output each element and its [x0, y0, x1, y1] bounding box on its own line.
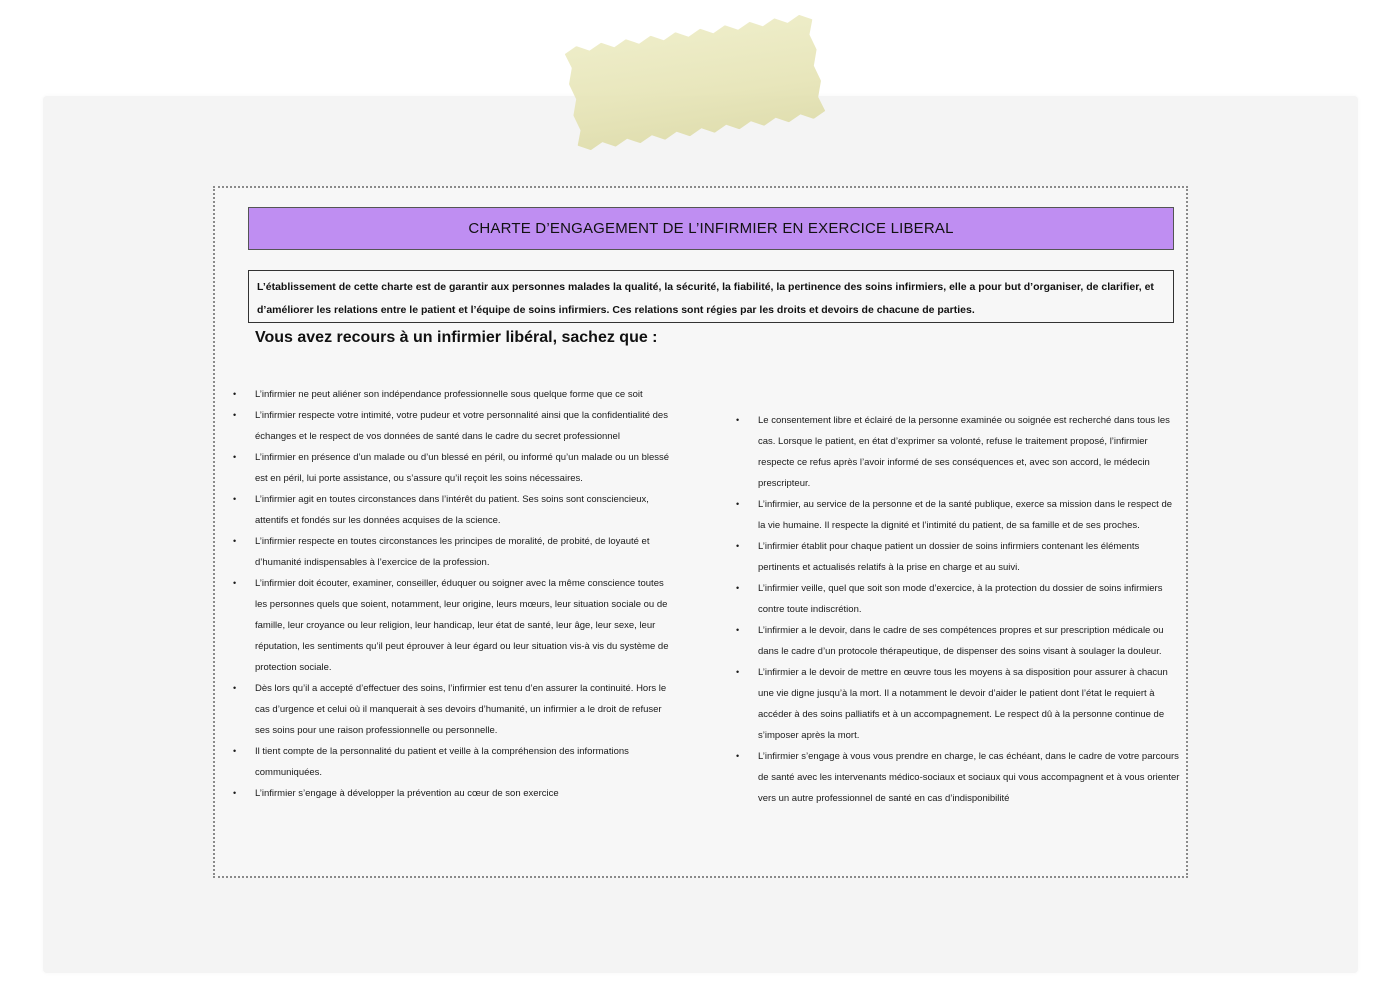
- list-item-text: Dès lors qu’il a accepté d’effectuer des soins, l’infirmier est tenu d’en assurer la continuité. Hors le cas d’urgence et celui où il manquerait à ses devoirs d’humanité, un infirmier a le droit de refuser ses soins pour une raison professionnelle ou personnelle.: [255, 683, 667, 736]
- bullet-icon: •: [233, 578, 237, 588]
- list-item-text: Il tient compte de la personnalité du patient et veille à la compréhension des informations communiquées.: [255, 746, 629, 778]
- bullet-icon: •: [736, 583, 740, 593]
- list-item-text: L’infirmier s’engage à vous vous prendre en charge, le cas échéant, dans le cadre de votre parcours de santé avec les intervenants médico-sociaux et sociaux qui vous accompagnent et à vous orienter vers un autre professionnel de santé en cas d’indisponibilité: [758, 751, 1180, 804]
- list-item-text: L’infirmier agit en toutes circonstances dans l’intérêt du patient. Ses soins sont consciencieux, attentifs et fondés sur les données acquises de la science.: [255, 494, 649, 526]
- bullet-icon: •: [233, 788, 237, 798]
- intro-paragraph: L’établissement de cette charte est de garantir aux personnes malades la qualité, la sécurité, la fiabilité, la pertinence des soins infirmiers, elle a pour but d’organiser, de clarifier, et d’améliorer les relations entre le patient et l’équipe de soins infirmiers. Ces relations sont régies par les droits et devoirs de chacune de parties.: [248, 270, 1174, 323]
- list-item-text: L’infirmier établit pour chaque patient un dossier de soins infirmiers contenant les éléments pertinents et actualisés relatifs à la prise en charge et au suivi.: [758, 541, 1140, 573]
- section-heading: Vous avez recours à un infirmier libéral, sachez que :: [255, 329, 658, 346]
- list-item-text: L’infirmier respecte en toutes circonstances les principes de moralité, de probité, de loyauté et d’humanité indispensables à l’exercice de la profession.: [255, 536, 650, 568]
- list-item-text: L’infirmier respecte votre intimité, votre pudeur et votre personnalité ainsi que la confidentialité des échanges et le respect de vos données de santé dans le cadre du secret professionnel: [255, 410, 668, 442]
- left-bullet-list: [233, 384, 673, 804]
- list-item: [233, 489, 673, 531]
- bullet-icon: •: [736, 625, 740, 635]
- bullet-icon: •: [736, 667, 740, 677]
- list-item: [736, 536, 1181, 578]
- bullet-icon: •: [233, 389, 237, 399]
- list-item: [736, 494, 1181, 536]
- list-item-text: Le consentement libre et éclairé de la personne examinée ou soignée est recherché dans tous les cas. Lorsque le patient, en état d’exprimer sa volonté, refuse le traitement proposé, l’infirmier respecte ce refus après l’avoir informé de ses conséquences et, avec son accord, le médecin prescripteur.: [758, 415, 1170, 489]
- list-item-text: L’infirmier, au service de la personne et de la santé publique, exerce sa mission dans le respect de la vie humaine. Il respecte la dignité et l’intimité du patient, de sa famille et de ses proches.: [758, 499, 1173, 531]
- list-item: [736, 746, 1181, 809]
- list-item: [736, 662, 1181, 746]
- list-item: [233, 447, 673, 489]
- bullet-icon: •: [233, 683, 237, 693]
- list-item: [233, 384, 673, 405]
- list-item: [233, 783, 673, 804]
- list-item: [233, 678, 673, 741]
- list-item-text: L’infirmier en présence d’un malade ou d’un blessé en péril, ou informé qu’un malade ou un blessé est en péril, lui porte assistance, ou s’assure qu’il reçoit les soins nécessaires.: [255, 452, 670, 484]
- list-item-text: L’infirmier veille, quel que soit son mode d’exercice, à la protection du dossier de soins infirmiers contre toute indiscrétion.: [758, 583, 1163, 615]
- list-item-text: L’infirmier a le devoir de mettre en œuvre tous les moyens à sa disposition pour assurer à chacun une vie digne jusqu’à la mort. Il a notamment le devoir d’aider le patient dont l’état le requiert à accéder à des soins palliatifs et à un accompagnement. Le respect dû à la personne continue de s’imposer après la mort.: [758, 667, 1168, 741]
- bullet-icon: •: [736, 499, 740, 509]
- list-item: [736, 410, 1181, 494]
- list-item: [233, 573, 673, 678]
- list-item-text: L’infirmier a le devoir, dans le cadre de ses compétences propres et sur prescription médicale ou dans le cadre d’un protocole thérapeutique, de dispenser des soins visant à soulager la douleur.: [758, 625, 1164, 657]
- list-item: [736, 578, 1181, 620]
- list-item: [736, 620, 1181, 662]
- list-item-text: L’infirmier s’engage à développer la prévention au cœur de son exercice: [255, 788, 559, 799]
- bullet-icon: •: [736, 415, 740, 425]
- right-bullet-list: [736, 410, 1181, 809]
- bullet-icon: •: [736, 751, 740, 761]
- list-item: [233, 531, 673, 573]
- bullet-icon: •: [233, 410, 237, 420]
- list-item-text: L’infirmier doit écouter, examiner, conseiller, éduquer ou soigner avec la même conscience toutes les personnes quels que soient, notamment, leur origine, leurs mœurs, leur situation sociale ou de famille, leur croyance ou leur religion, leur handicap, leur état de santé, leur âge, leur sexe, leur réputation, les sentiments qu’il peut éprouver à leur égard ou leur situation vis-à vis du système de protection sociale.: [255, 578, 669, 673]
- bullet-icon: •: [233, 452, 237, 462]
- document-title: CHARTE D’ENGAGEMENT DE L’INFIRMIER EN EXERCICE LIBERAL: [248, 207, 1174, 250]
- bullet-icon: •: [736, 541, 740, 551]
- bullet-icon: •: [233, 746, 237, 756]
- bullet-icon: •: [233, 536, 237, 546]
- list-item: [233, 405, 673, 447]
- bullet-icon: •: [233, 494, 237, 504]
- charter-document: [213, 186, 1188, 878]
- list-item: [233, 741, 673, 783]
- list-item-text: L’infirmier ne peut aliéner son indépendance professionnelle sous quelque forme que ce soit: [255, 389, 643, 400]
